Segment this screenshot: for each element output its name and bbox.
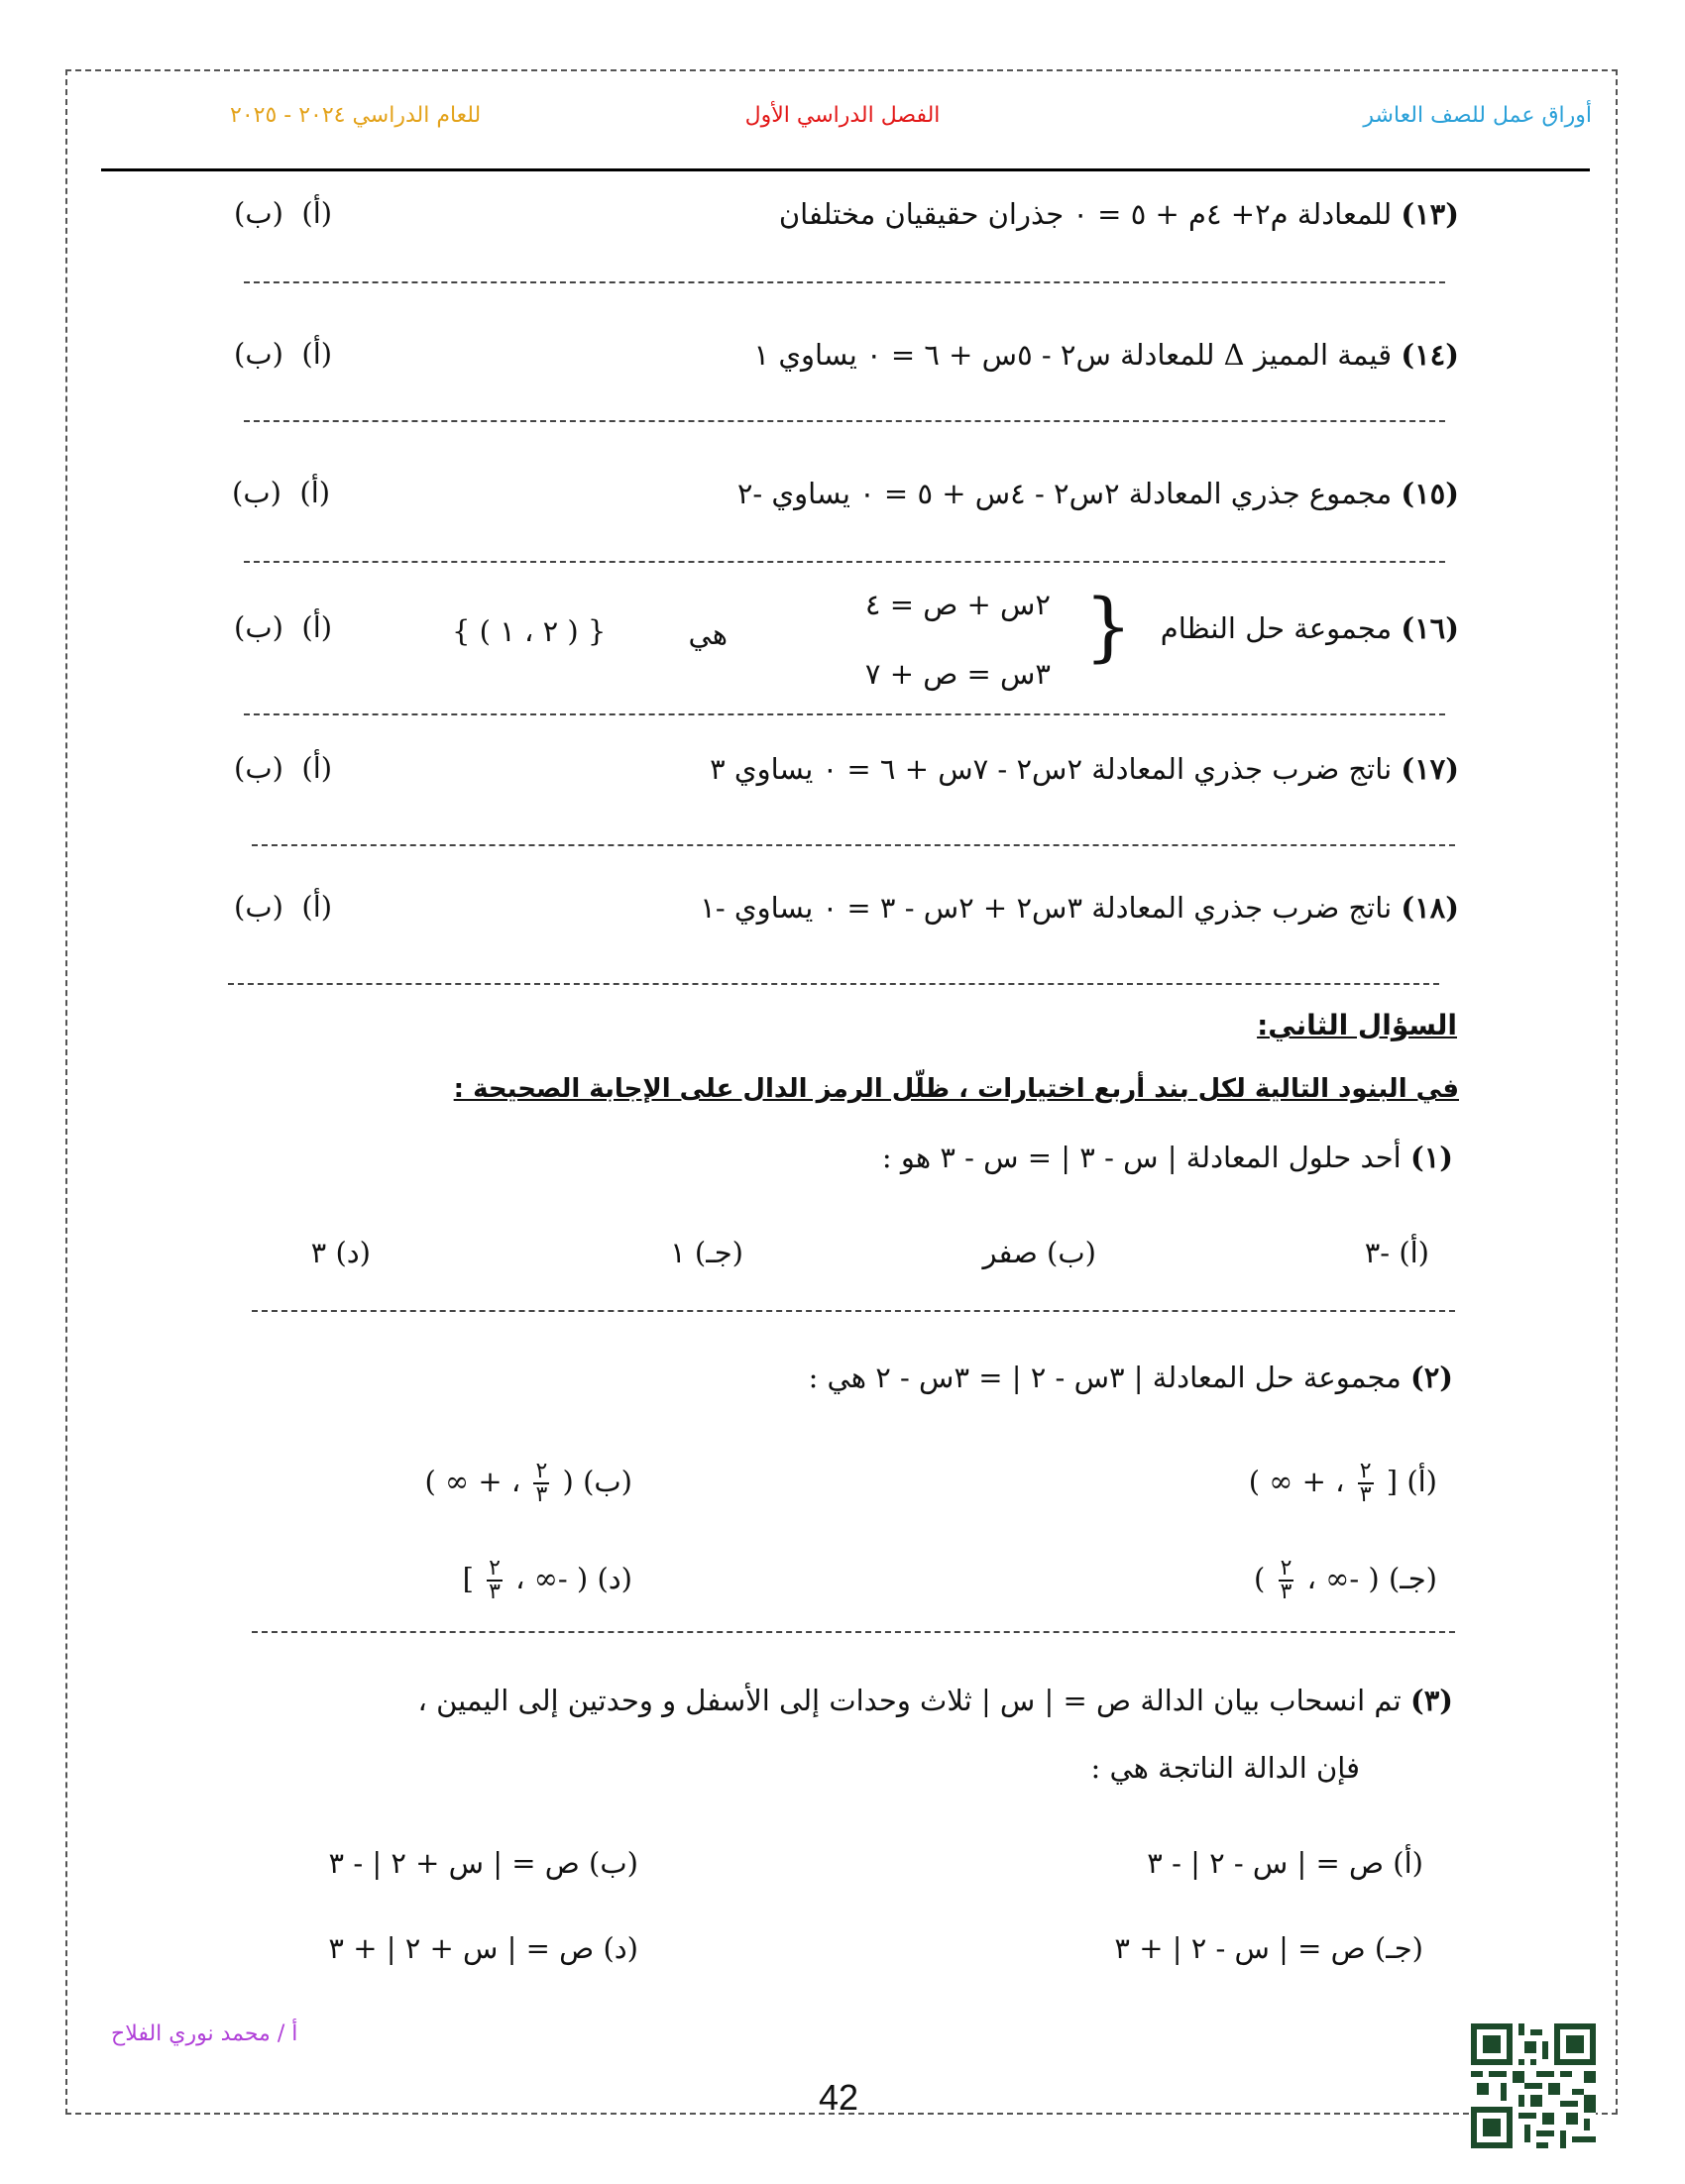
divider [228,983,1439,985]
mc1-option-b[interactable]: (ب) صفر [982,1236,1096,1269]
item-text: للمعادلة م٢+ ٤م + ٥ = ٠ جذران حقيقيان مختلفان [778,197,1393,231]
item-number: (١) [1409,1141,1453,1174]
bracket: ) [1254,1562,1266,1595]
tf-item-13 [779,194,1459,234]
option-label: (أ) [1406,1465,1437,1498]
tf-choices-16[interactable] [234,610,332,644]
bracket: [ [1386,1465,1399,1498]
page-header [0,103,1685,143]
choice-b[interactable]: (ب) [234,890,283,924]
choice-a[interactable]: (أ) [301,337,333,371]
item-text: ناتج ضرب جذري المعادلة ٢س٢ - ٧س + ٦ = ٠ يساوي ٣ [710,752,1393,786]
choice-b[interactable]: (ب) [234,337,283,371]
choice-b[interactable]: (ب) [232,476,281,509]
system-eq-1: ٢س + ص = ٤ [864,588,1051,621]
divider [244,281,1445,283]
item-text: مجموع جذري المعادلة ٢س٢ - ٤س + ٥ = ٠ يساوي -٢ [736,477,1393,510]
header-year: للعام الدراسي ٢٠٢٤ - ٢٠٢٥ [230,103,482,128]
divider [244,561,1445,563]
section-instruction: في البنود التالية لكل بند أربع اختيارات ، ظلّل الرمز الدال على الإجابة الصحيحة : [453,1074,1459,1104]
item-text: قيمة المميز Δ للمعادلة س٢ - ٥س + ٦ = ٠ يساوي ١ [753,338,1393,372]
section-title: السؤال الثاني: [1257,1009,1457,1041]
system-brace: } [1084,582,1133,670]
item-number: (٣) [1409,1684,1453,1717]
item-number: (١٦) [1401,611,1459,645]
mc2-option-a[interactable] [1249,1461,1437,1506]
item-text: ناتج ضرب جذري المعادلة ٣س٢ + ٢س - ٣ = ٠ يساوي -١ [700,891,1393,925]
choice-a[interactable]: (أ) [301,196,333,230]
option-label: (د) [597,1562,632,1595]
fraction [487,1558,503,1603]
mc-question-3-line-2: فإن الدالة الناتجة هي : [1090,1751,1360,1785]
mc2-option-b[interactable] [424,1461,632,1506]
fraction [533,1461,549,1506]
item-number: (١٨) [1401,891,1459,925]
numerator: ٢ [1280,1556,1292,1581]
system-eq-2: ٣س = ص + ٧ [864,657,1051,691]
tf-choices-13[interactable] [234,196,332,230]
divider [244,713,1445,715]
header-course: أوراق عمل للصف العاشر [1363,103,1592,128]
option-label: (ب) [583,1465,632,1498]
page-number: 42 [819,2077,859,2118]
header-divider [101,168,1590,171]
item-text: مجموعة حل النظام [1160,611,1393,645]
numerator: ٢ [1359,1459,1372,1483]
interval-rest: ، + ∞ ) [424,1465,521,1498]
mc-question-3 [417,1681,1453,1720]
choice-a[interactable]: (أ) [301,751,333,785]
mc2-option-d[interactable] [463,1558,632,1603]
interval-rest: ، + ∞ ) [1248,1465,1345,1498]
choice-a[interactable]: (أ) [299,476,331,509]
option-label: (جـ) [1388,1562,1437,1595]
interval-pre: ( -∞ ، [1306,1562,1380,1595]
tf-choices-17[interactable] [234,751,332,785]
denominator: ٣ [535,1482,548,1507]
item-number: (١٤) [1401,338,1459,372]
choice-b[interactable]: (ب) [234,610,283,644]
item-number: (١٥) [1401,477,1459,510]
divider [252,1631,1455,1633]
mc-question-1 [882,1138,1453,1177]
tf-item-15 [737,474,1459,513]
mc1-option-d[interactable]: (د) ٣ [310,1236,371,1269]
mc2-option-c[interactable] [1254,1558,1437,1603]
choice-b[interactable]: (ب) [234,196,283,230]
tf-item-16 [1161,608,1459,648]
divider [252,1310,1455,1312]
item-number: (١٣) [1401,197,1459,231]
fraction [1358,1461,1374,1506]
tf-choices-18[interactable] [234,890,332,924]
fraction [1279,1558,1294,1603]
bracket: ] [462,1562,474,1595]
interval-pre: ( -∞ ، [515,1562,589,1595]
bracket: ( [562,1465,574,1498]
numerator: ٢ [489,1556,501,1581]
choice-a[interactable]: (أ) [301,890,333,924]
question-text: تم انسحاب بيان الدالة ص = | س | ثلاث وحدات إلى الأسفل و وحدتين إلى اليمين ، [417,1684,1402,1717]
mc3-option-a[interactable]: (أ) ص = | س - ٢ | - ٣ [1147,1846,1423,1880]
question-text: أحد حلول المعادلة | س - ٣ | = س - ٣ هو : [881,1141,1402,1174]
tf-item-14 [754,335,1459,375]
denominator: ٣ [489,1580,501,1604]
item-number: (١٧) [1401,752,1459,786]
mc1-option-a[interactable]: (أ) -٣ [1364,1236,1429,1269]
denominator: ٣ [1359,1482,1372,1507]
choice-b[interactable]: (ب) [234,751,283,785]
tf-item-17 [710,749,1459,789]
mc3-option-b[interactable]: (ب) ص = | س + ٢ | - ٣ [328,1846,638,1880]
numerator: ٢ [535,1459,548,1483]
mc3-option-d[interactable]: (د) ص = | س + ٢ | + ٣ [328,1931,638,1965]
tf-choices-14[interactable] [234,337,332,371]
denominator: ٣ [1280,1580,1292,1604]
mc3-option-c[interactable]: (جـ) ص = | س - ٢ | + ٣ [1114,1931,1423,1965]
system-mid: هي [688,617,728,651]
item-number: (٢) [1409,1361,1453,1394]
divider [244,420,1445,422]
divider [252,844,1455,846]
mc1-option-c[interactable]: (جـ) ١ [670,1236,743,1269]
tf-item-18 [700,888,1459,928]
choice-a[interactable]: (أ) [301,610,333,644]
question-text: مجموعة حل المعادلة | ٣س - ٢ | = ٣س - ٢ هي : [808,1361,1402,1394]
system-answer: { ( ٢ ، ١ ) } [452,614,607,648]
qr-code-icon [1471,2023,1596,2148]
author-credit: أ / محمد نوري الفلاح [111,2021,298,2046]
mc-question-2 [809,1358,1453,1397]
tf-choices-15[interactable] [232,476,330,509]
header-semester: الفصل الدراسي الأول [744,103,941,128]
